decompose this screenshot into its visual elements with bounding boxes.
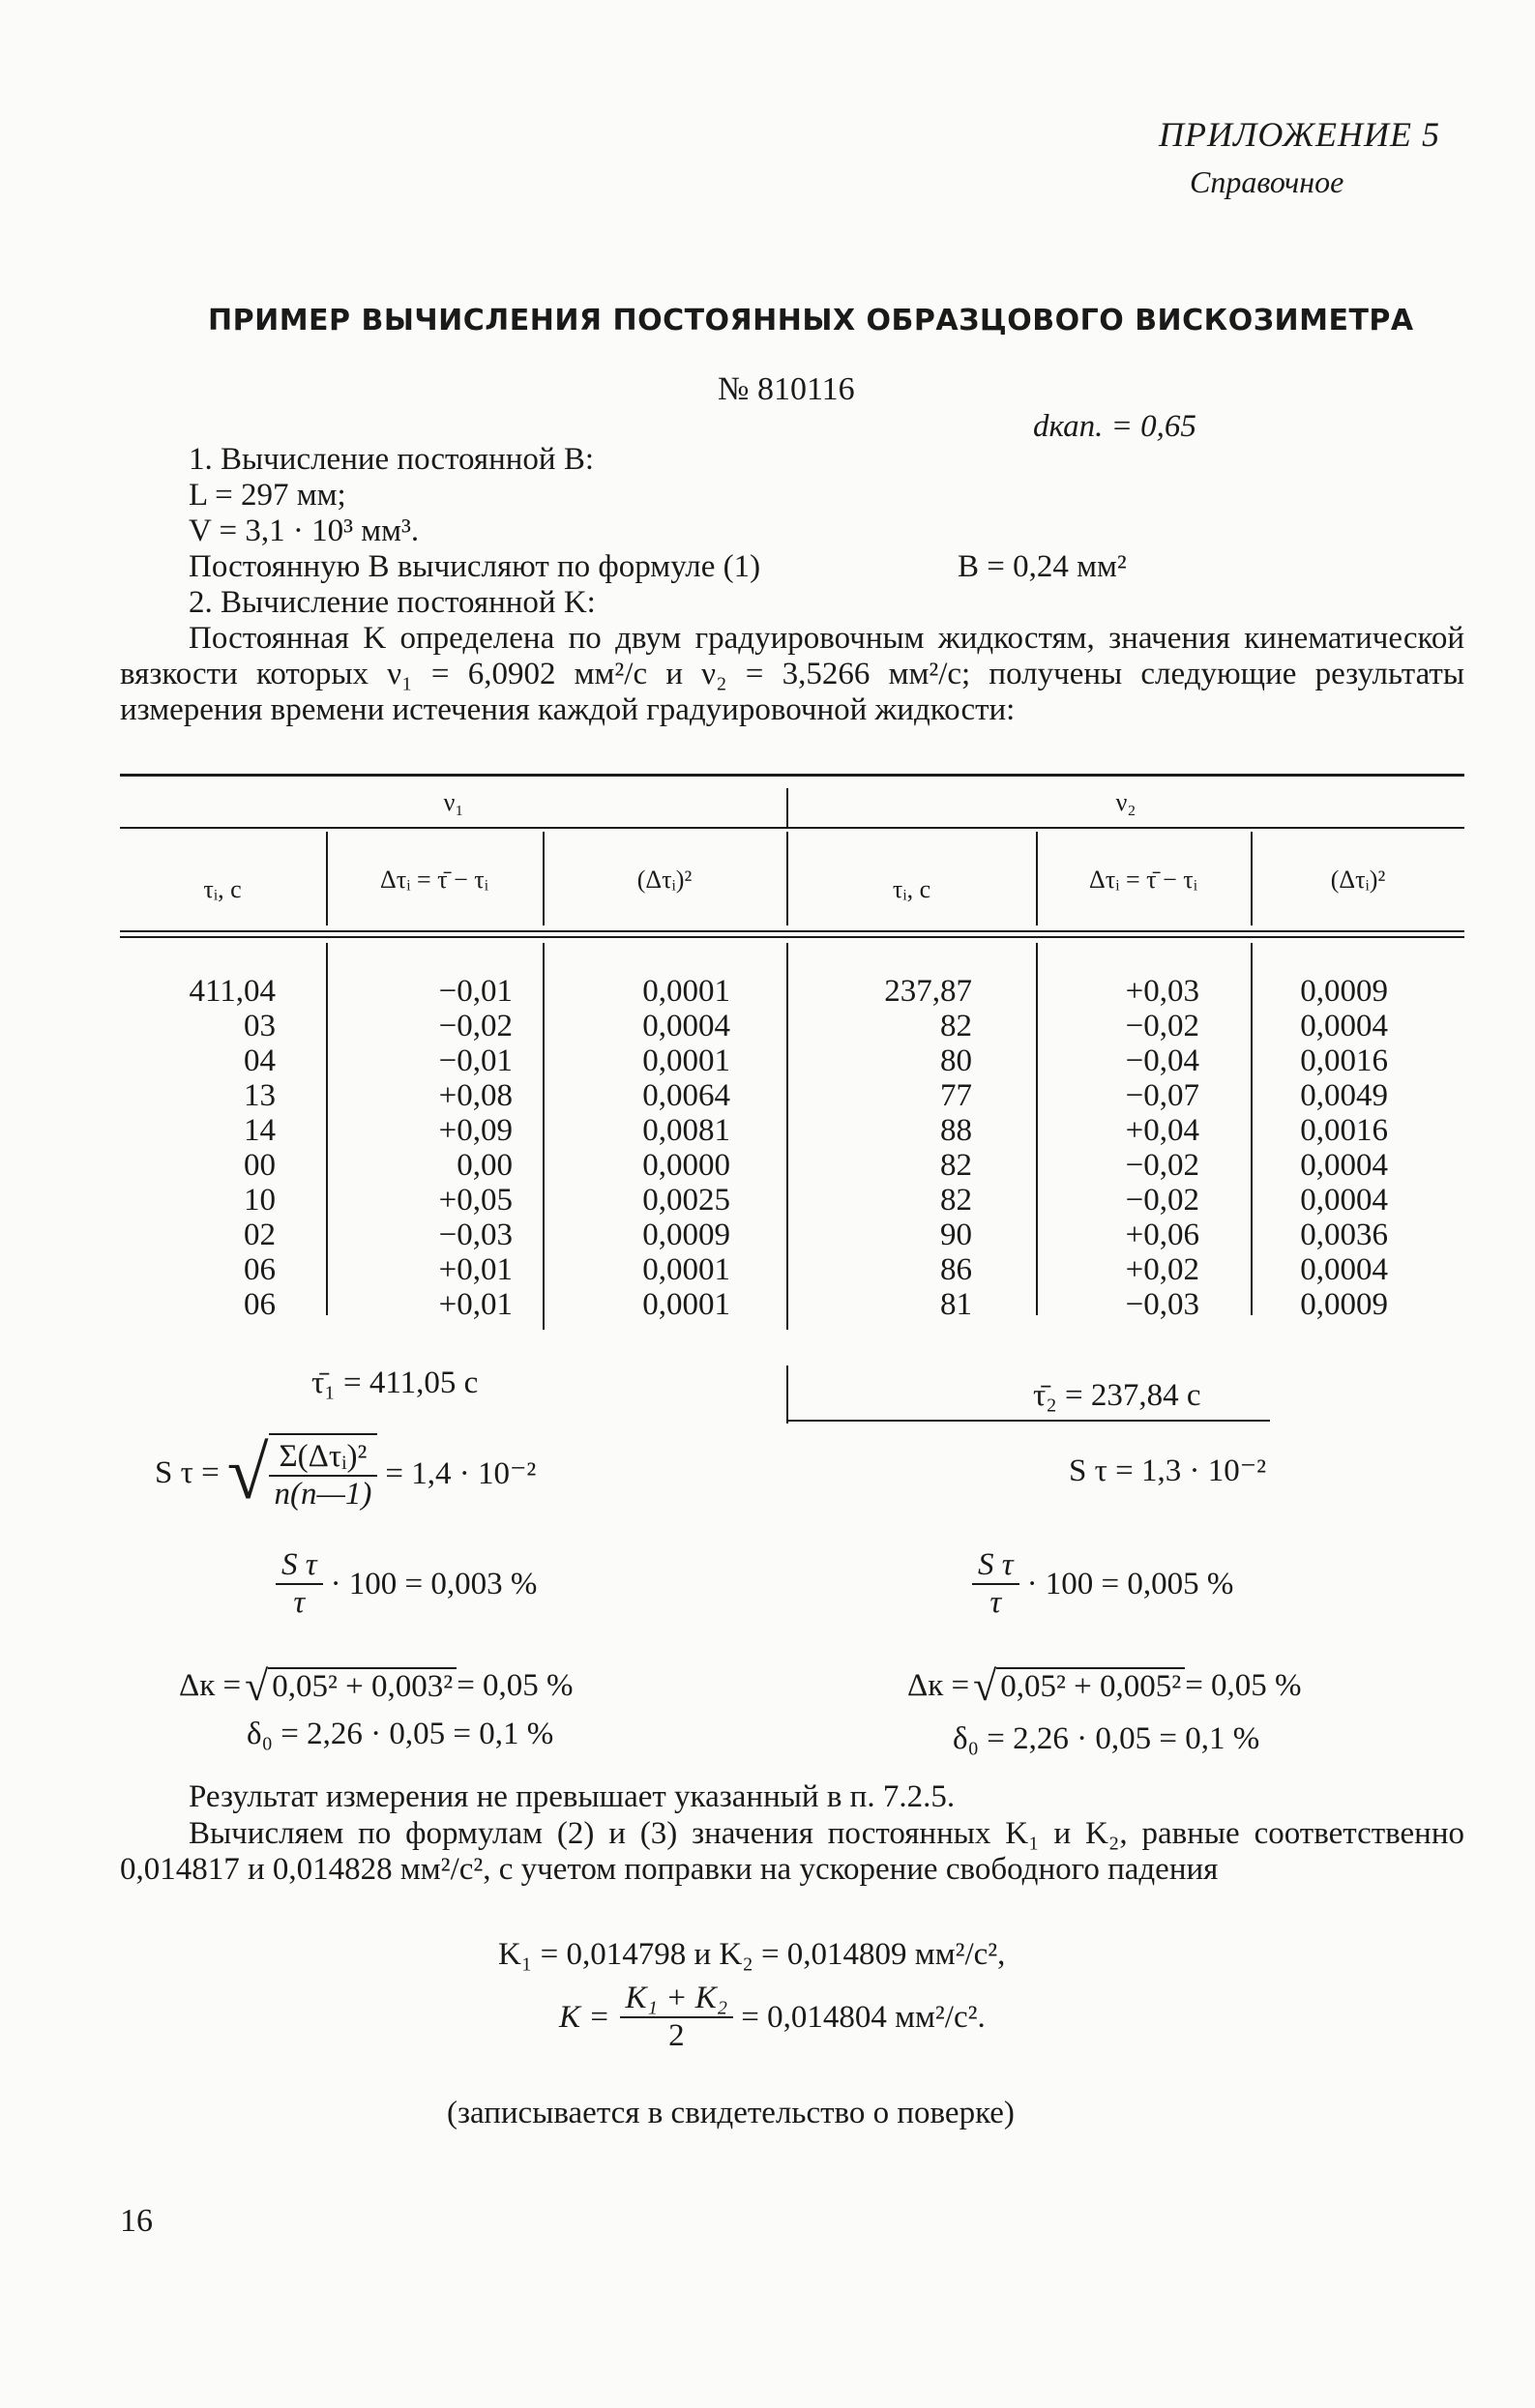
delta-k-radicand: 0,05² + 0,005²: [996, 1667, 1185, 1705]
table-cell: 77: [940, 1078, 972, 1113]
length-value: L = 297 мм;: [189, 478, 346, 513]
k1-k2-values: K₁ = 0,014798 и K₂ = 0,014809 мм²/с²,: [498, 1937, 1006, 1972]
column-delta-1: [377, 974, 513, 1322]
table-cell: 81: [940, 1287, 972, 1322]
delta-zero-left: δ₀ = 2,26 · 0,05 = 0,1 %: [247, 1717, 554, 1751]
table-cell: +0,06: [1125, 1218, 1199, 1252]
table-cell: 0,0064: [642, 1078, 730, 1113]
calc-divider-rule: [786, 1420, 1270, 1422]
column-delta-2: [1074, 974, 1199, 1322]
table-cell: −0,01: [438, 974, 513, 1009]
table-cell: −0,03: [438, 1218, 513, 1252]
header-delta-1: Δτᵢ = τ̄ − τᵢ: [380, 866, 488, 894]
table-cell: +0,01: [438, 1252, 513, 1287]
k-value: = 0,014804 мм²/с².: [741, 1999, 986, 2035]
header-divider-3: [786, 832, 788, 925]
table-group-rule: [120, 827, 1464, 829]
delta-k-left: [179, 1661, 574, 1711]
capillary-diameter: dкап. = 0,65: [1033, 409, 1196, 444]
table-cell: 0,0009: [1300, 974, 1388, 1009]
s-tau-value: = 1,4 · 10⁻²: [385, 1456, 537, 1491]
table-header-rule-1: [120, 930, 1464, 932]
table-cell: 0,0016: [1300, 1043, 1388, 1078]
delta-k-label: Δк =: [907, 1668, 970, 1703]
table-cell: 06: [244, 1252, 276, 1287]
table-cell: 0,0004: [1300, 1183, 1388, 1218]
table-group-nu2: ν₂: [1115, 788, 1136, 816]
k-denominator: 2: [668, 2018, 685, 2053]
sqrt-symbol: √: [226, 1430, 269, 1514]
table-cell: 82: [940, 1009, 972, 1043]
relative-error-right: [972, 1547, 1233, 1621]
delta-zero-right: δ₀ = 2,26 · 0,05 = 0,1 %: [953, 1721, 1260, 1756]
table-cell: −0,02: [438, 1009, 513, 1043]
table-cell: 0,0000: [642, 1148, 730, 1183]
table-cell: +0,09: [438, 1113, 513, 1148]
s-tau-numerator: Σ(Δτᵢ)²: [269, 1439, 378, 1477]
table-cell: 88: [940, 1113, 972, 1148]
header-delta-2: Δτᵢ = τ̄ − τᵢ: [1089, 866, 1197, 894]
table-cell: 0,0049: [1300, 1078, 1388, 1113]
relative-denominator: τ: [293, 1585, 306, 1620]
viscometer-number: № 810116: [718, 371, 855, 407]
table-cell: +0,03: [1125, 974, 1199, 1009]
delta-k-value: = 0,05 %: [1185, 1668, 1302, 1703]
table-cell: 86: [940, 1252, 972, 1287]
sqrt-symbol: √: [973, 1662, 997, 1710]
body-divider-5: [1251, 943, 1253, 1315]
certificate-note: (записывается в свидетельство о поверке): [447, 2096, 1015, 2130]
tau2-mean: τ̄₂ = 237,84 с: [1033, 1378, 1201, 1413]
table-cell: 14: [244, 1113, 276, 1148]
delta-k-right: [907, 1661, 1302, 1711]
table-cell: 0,0001: [642, 974, 730, 1009]
table-cell: 0,0016: [1300, 1113, 1388, 1148]
table-cell: +0,01: [438, 1287, 513, 1322]
body-divider-3: [786, 943, 788, 1330]
header-tau-2: τᵢ, с: [892, 875, 931, 903]
table-cell: 0,0001: [642, 1252, 730, 1287]
table-cell: +0,08: [438, 1078, 513, 1113]
table-cell: −0,04: [1125, 1043, 1199, 1078]
delta-k-value: = 0,05 %: [457, 1668, 574, 1703]
relative-value: · 100 = 0,005 %: [1026, 1566, 1234, 1601]
constants-paragraph: Вычисляем по формулам (2) и (3) значения постоянных K₁ и K₂, равные соответственно 0,014817 и 0,014828 мм²/с², с учетом поправки на ускорение свободного падения: [120, 1816, 1464, 1887]
table-cell: +0,05: [438, 1183, 513, 1218]
page-number: 16: [120, 2203, 153, 2239]
table-cell: −0,03: [1125, 1287, 1199, 1322]
s-tau-right: S τ = 1,3 · 10⁻²: [1069, 1454, 1267, 1488]
table-cell: 0,0001: [642, 1043, 730, 1078]
intro-paragraph: Постоянная K определена по двум градуировочным жидкостям, значения кинематической вязкости которых ν₁ = 6,0902 мм²/с и ν₂ = 3,5266 мм²/с; получены следующие результаты измерения времени истечения каждой градуировочной жидкости:: [120, 621, 1464, 727]
table-cell: −0,02: [1125, 1148, 1199, 1183]
table-cell: 06: [244, 1287, 276, 1322]
relative-fraction: [276, 1547, 323, 1621]
step-1-heading: 1. Вычисление постоянной B:: [189, 442, 594, 477]
result-sentence: Результат измерения не превышает указанный в п. 7.2.5.: [189, 1779, 956, 1814]
table-cell: 80: [940, 1043, 972, 1078]
table-cell: 0,0025: [642, 1183, 730, 1218]
relative-numerator: S τ: [276, 1547, 323, 1585]
column-tau-2: [841, 974, 972, 1322]
column-tau-1: [145, 974, 276, 1322]
header-tau-1: τᵢ, с: [203, 875, 242, 903]
column-sq-2: [1277, 974, 1388, 1322]
table-cell: 0,0004: [1300, 1148, 1388, 1183]
b-constant: B = 0,24 мм²: [958, 549, 1127, 584]
radicand: [269, 1433, 378, 1512]
s-tau-denominator: n(n—1): [274, 1477, 372, 1512]
table-cell: 237,87: [884, 974, 972, 1009]
table-cell: 82: [940, 1183, 972, 1218]
header-divider-1: [326, 832, 328, 925]
table-cell: 03: [244, 1009, 276, 1043]
appendix-subtitle: Справочное: [1190, 164, 1344, 199]
relative-denominator: τ: [989, 1585, 1002, 1620]
table-cell: 13: [244, 1078, 276, 1113]
table-cell: 0,0004: [1300, 1009, 1388, 1043]
table-cell: 0,0004: [1300, 1252, 1388, 1287]
table-cell: 82: [940, 1148, 972, 1183]
table-cell: 0,0081: [642, 1113, 730, 1148]
table-group-divider: [786, 788, 788, 827]
step-2-heading: 2. Вычисление постоянной K:: [189, 585, 596, 620]
header-divider-4: [1036, 832, 1038, 925]
table-cell: 0,00: [457, 1148, 513, 1183]
column-sq-1: [590, 974, 730, 1322]
body-divider-1: [326, 943, 328, 1315]
calc-divider-top: [786, 1366, 788, 1424]
k-numerator: K₁ + K₂: [620, 1981, 734, 2018]
table-cell: 0,0009: [642, 1218, 730, 1252]
table-header-rule-2: [120, 936, 1464, 938]
table-cell: 10: [244, 1183, 276, 1218]
volume-value: V = 3,1 · 10³ мм³.: [189, 514, 420, 548]
table-cell: 0,0004: [642, 1009, 730, 1043]
table-cell: −0,01: [438, 1043, 513, 1078]
s-tau-fraction: [269, 1439, 378, 1512]
table-cell: +0,04: [1125, 1113, 1199, 1148]
header-sq-1: (Δτᵢ)²: [636, 866, 693, 894]
appendix-label: ПРИЛОЖЕНИЕ 5: [1159, 115, 1440, 154]
table-cell: 411,04: [189, 974, 276, 1009]
table-cell: −0,02: [1125, 1009, 1199, 1043]
delta-k-radicand: 0,05² + 0,003²: [268, 1667, 457, 1705]
table-top-rule: [120, 774, 1464, 777]
k-fraction: [620, 1981, 734, 2054]
tau1-mean: τ̄₁ = 411,05 с: [311, 1366, 479, 1400]
delta-k-label: Δк =: [179, 1668, 242, 1703]
relative-error-left: [276, 1547, 537, 1621]
header-sq-2: (Δτᵢ)²: [1330, 866, 1386, 894]
table-cell: 00: [244, 1148, 276, 1183]
relative-numerator: S τ: [972, 1547, 1019, 1585]
s-tau-label: S τ =: [155, 1454, 220, 1490]
header-divider-2: [543, 832, 545, 925]
sqrt-symbol: √: [245, 1662, 269, 1710]
table-cell: −0,02: [1125, 1183, 1199, 1218]
table-cell: 0,0001: [642, 1287, 730, 1322]
table-group-nu1: ν₁: [443, 788, 464, 816]
body-divider-2: [543, 943, 545, 1330]
s-tau-formula-left: [155, 1429, 536, 1516]
k-formula: [559, 1981, 986, 2054]
table-cell: 0,0009: [1300, 1287, 1388, 1322]
relative-fraction: [972, 1547, 1019, 1621]
table-cell: −0,07: [1125, 1078, 1199, 1113]
body-divider-4: [1036, 943, 1038, 1315]
header-divider-5: [1251, 832, 1253, 925]
page-title: ПРИМЕР ВЫЧИСЛЕНИЯ ПОСТОЯННЫХ ОБРАЗЦОВОГО ВИСКОЗИМЕТРА: [208, 304, 1414, 338]
formula-text: Постоянную B вычисляют по формуле (1): [189, 549, 761, 584]
relative-value: · 100 = 0,003 %: [330, 1566, 538, 1601]
table-cell: 90: [940, 1218, 972, 1252]
table-cell: 0,0036: [1300, 1218, 1388, 1252]
table-cell: 04: [244, 1043, 276, 1078]
table-cell: 02: [244, 1218, 276, 1252]
table-cell: +0,02: [1125, 1252, 1199, 1287]
k-label: K =: [559, 1999, 610, 2035]
